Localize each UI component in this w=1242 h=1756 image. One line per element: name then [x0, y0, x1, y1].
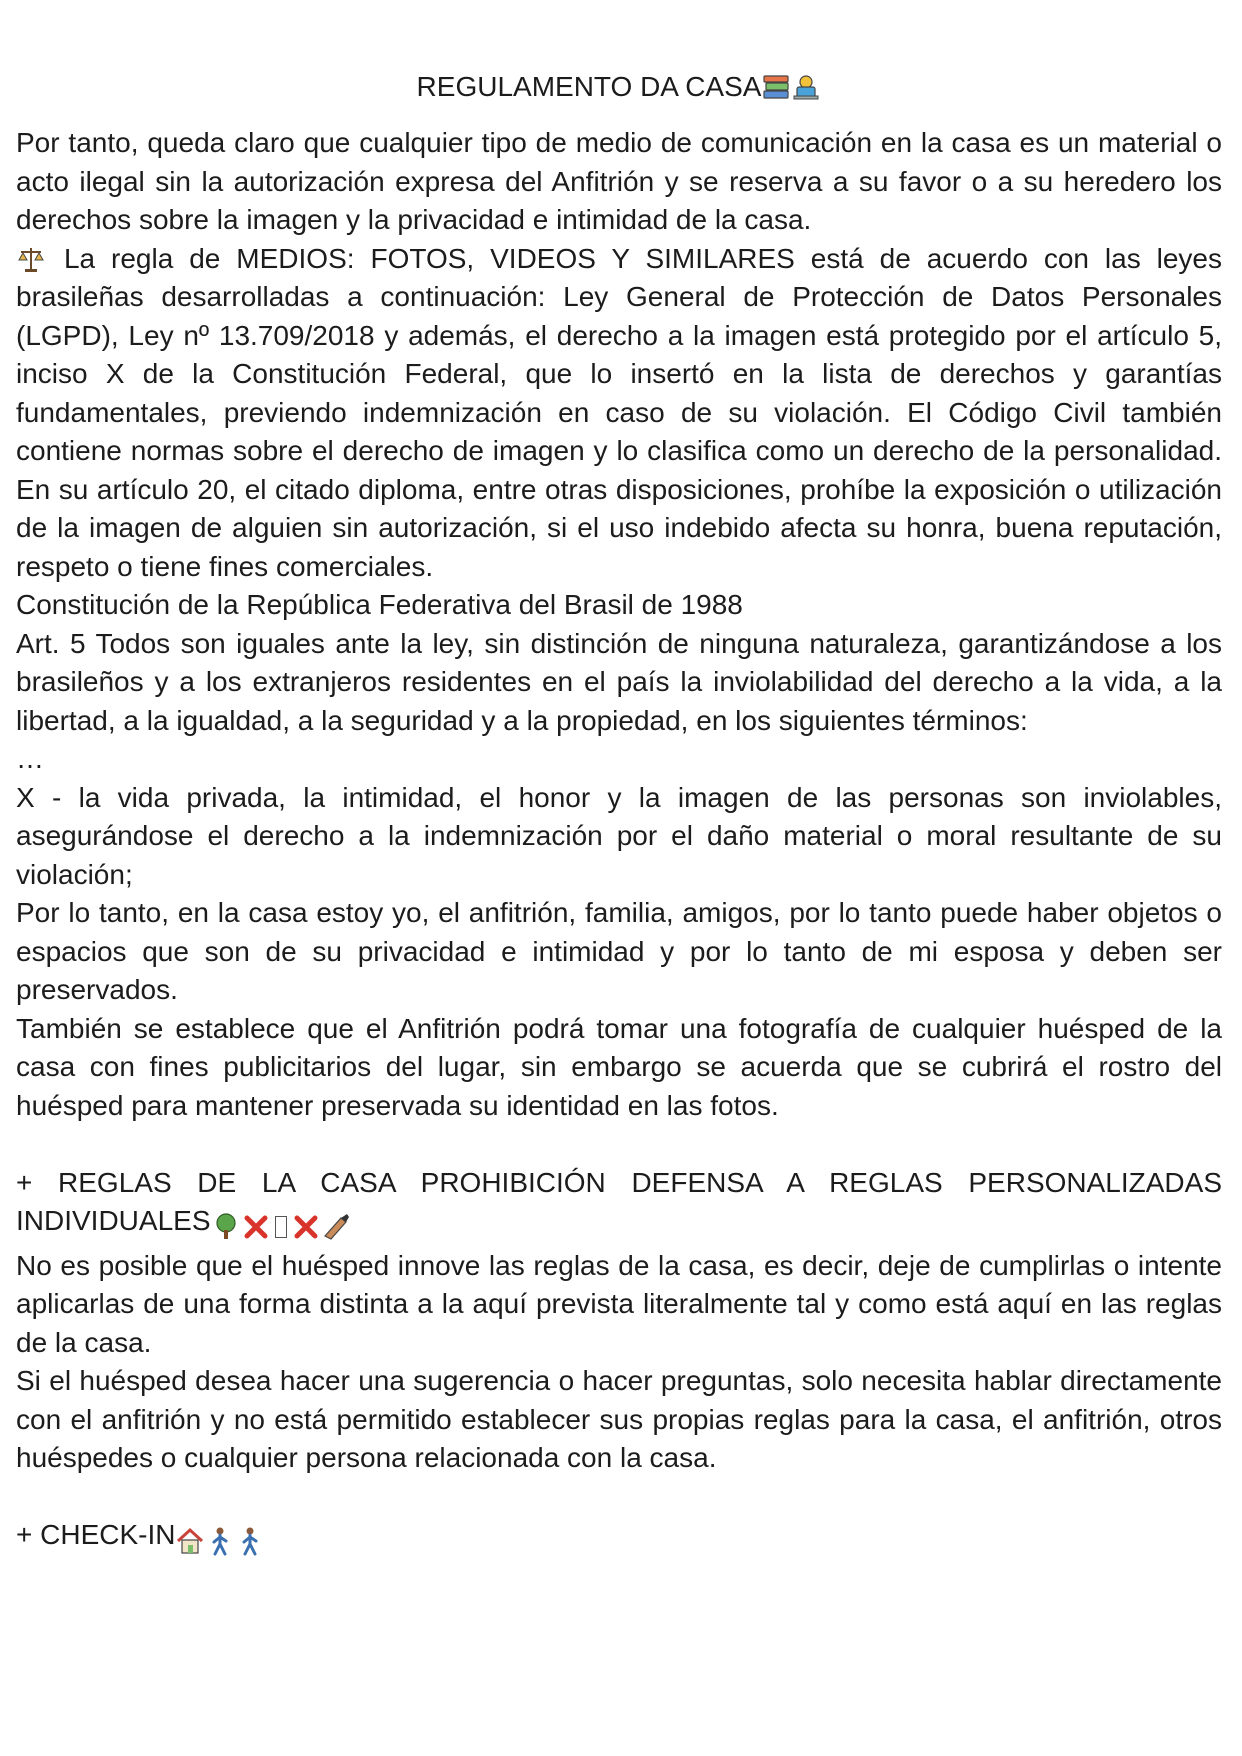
cross-mark-icon: [291, 1212, 321, 1242]
paragraph-media-intro: Por tanto, queda claro que cualquier tipo de medio de comunicación en la casa es un material o acto ilegal sin la autorización expresa del Anfitrión y se reserva a su favor o a su heredero los derechos sobre la imagen y la privacidad e intimidad de la casa.: [16, 127, 1222, 235]
paragraph-ellipsis: …: [16, 743, 44, 774]
spacer: [16, 1125, 1222, 1164]
rules-paragraph-innovation: No es posible que el huésped innove las reglas de la casa, es decir, deje de cumplirlas o intente aplicarlas de una forma distinta a la aquí prevista literalmente tal y como está aquí en las reglas de la casa.: [16, 1249, 1222, 1358]
books-icon: [761, 72, 791, 102]
balance-scale-icon: [16, 244, 46, 274]
paragraph-inciso-x: X - la vida privada, la intimidad, el honor y la imagen de las personas son inviolables, asegurándose el derecho a la indemnización por el daño material o moral resultante de su violación;: [16, 781, 1222, 890]
paragraph-article-5: Art. 5 Todos son iguales ante la ley, sin distinción de ninguna naturaleza, garantizándose a los brasileños y a los extranjeros residentes en el país la inviolabilidad del derecho a la vida, a la libertad, a la igualdad, a la seguridad y a la propiedad, en los siguientes términos:: [16, 627, 1222, 736]
spacer: [16, 1478, 1222, 1517]
person-walking-icon: [205, 1526, 235, 1556]
rules-heading: [16, 1164, 1222, 1247]
rules-heading-text: + REGLAS DE LA CASA PROHIBICIÓN DEFENSA A REGLAS PERSONALIZADAS INDIVIDUALES: [16, 1166, 1222, 1236]
person-walking-icon: [235, 1526, 265, 1556]
title-text: REGULAMENTO DA CASA: [416, 71, 762, 102]
cross-mark-icon: [241, 1212, 271, 1242]
checkin-heading: [16, 1516, 1222, 1561]
paragraph-privacy: Por lo tanto, en la casa estoy yo, el anfitrión, familia, amigos, por lo tanto puede haber objetos o espacios que son de su privacidad e intimidad y por lo tanto de mi esposa y deben ser preservados.: [16, 897, 1222, 1005]
writing-hand-icon: [321, 1212, 351, 1242]
paragraph-photography: También se establece que el Anfitrión podrá tomar una fotografía de cualquier huésped de la casa con fines publicitarios del lugar, sin embargo se acuerda que se cubrirá el rostro del huésped para mantener preservada su identidad en las fotos.: [16, 1012, 1222, 1121]
checkin-heading-icons: [175, 1522, 265, 1561]
paragraph-constitution: Constitución de la República Federativa del Brasil de 1988: [16, 589, 743, 620]
page-title: [16, 68, 1222, 106]
person-at-computer-icon: [791, 72, 821, 102]
document-page: [16, 68, 1222, 1561]
tree-icon: [211, 1212, 241, 1242]
missing-glyph-icon: [275, 1216, 287, 1238]
paragraph-media-law: [16, 240, 1222, 587]
checkin-heading-text: + CHECK-IN: [16, 1519, 176, 1550]
rules-heading-icons: [211, 1208, 351, 1247]
media-law-text: La regla de MEDIOS: FOTOS, VIDEOS Y SIMILARES está de acuerdo con las leyes brasileñas desarrolladas a continuación: Ley General de Protección de Datos Personales (LGPD), Ley nº 13.709/2018 y además, el derecho a la imagen está protegido por el artículo 5, inciso X de la Constitución Federal, que lo insertó en la lista de derechos y garantías fundamentales, previendo indemnización en caso de su violación. El Código Civil también contiene normas sobre el derecho de imagen y lo clasifica como un derecho de la personalidad. En su artículo 20, el citado diploma, entre otras disposiciones, prohíbe la exposición o utilización de la imagen de alguien sin autorización, si el uso indebido afecta su honra, buena reputación, respeto o tiene fines comerciales.: [16, 242, 1222, 582]
house-icon: [175, 1526, 205, 1556]
rules-paragraph-suggestions: Si el huésped desea hacer una sugerencia o hacer preguntas, solo necesita hablar directamente con el anfitrión y no está permitido establecer sus propias reglas para la casa, el anfitrión, otros huéspedes o cualquier persona relacionada con la casa.: [16, 1365, 1222, 1473]
